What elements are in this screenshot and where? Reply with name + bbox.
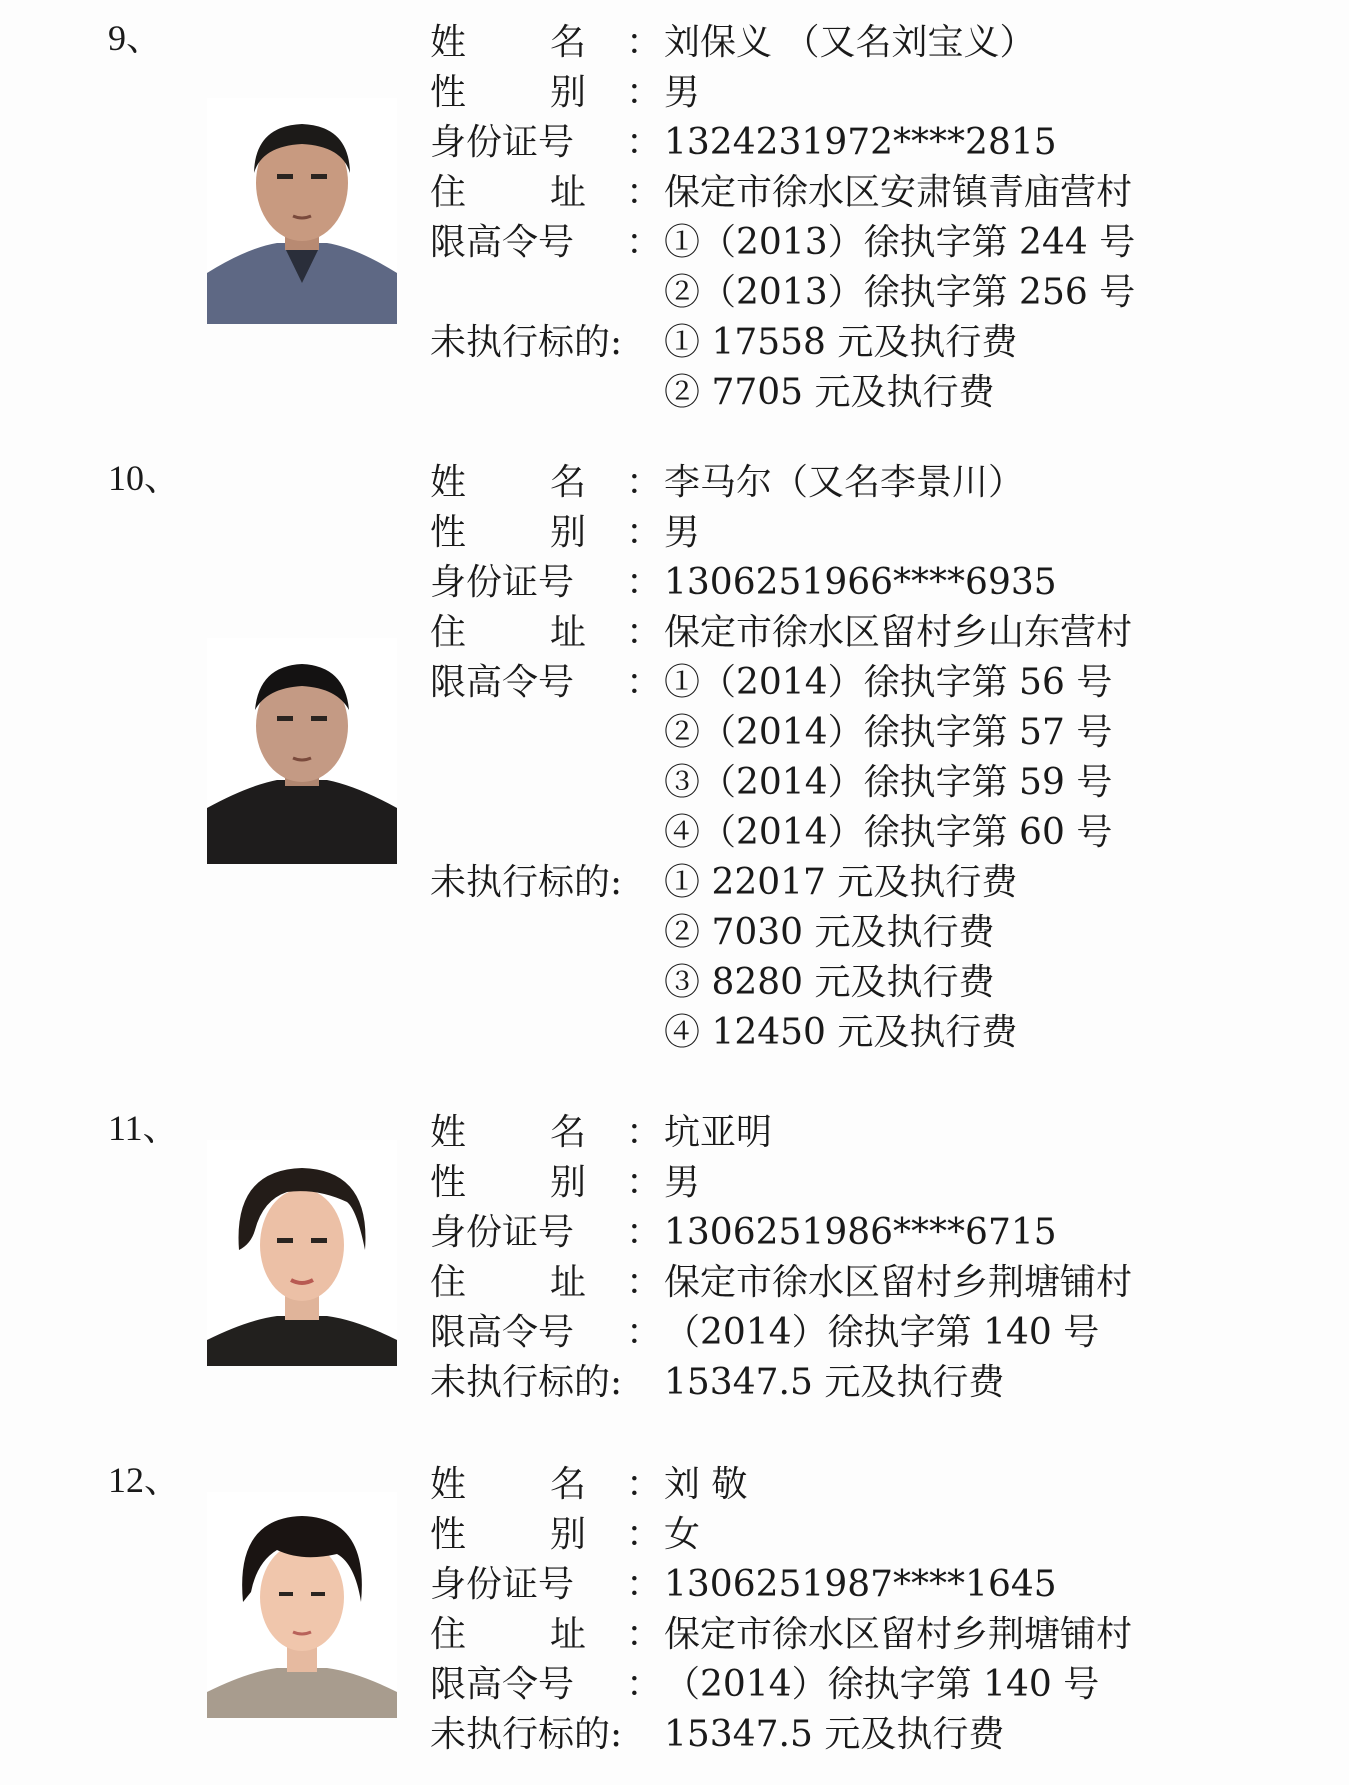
amount-value: ② 7030 元及执行费 [664, 912, 995, 953]
order-value: （2014）徐执字第 140 号 [664, 1312, 1100, 1353]
amount-row [430, 1358, 1330, 1408]
gender-row: 性 别 ： 男 [430, 508, 1330, 558]
order-value: ①（2013）徐执字第 244 号 [664, 222, 1136, 263]
order-value: ②（2014）徐执字第 57 号 [664, 712, 1113, 753]
id-label: 身份证号 [430, 122, 575, 163]
record-number: 10、 [108, 458, 181, 498]
gender-value: 女 [664, 1514, 701, 1555]
record-number: 12、 [108, 1460, 181, 1500]
amount-label: 未执行标的: [430, 1362, 623, 1403]
colon: ： [626, 1112, 663, 1153]
colon: ： [626, 612, 663, 653]
colon: ： [626, 1464, 663, 1505]
id-row [430, 1208, 1330, 1258]
colon: ： [626, 72, 663, 113]
gender-value: 男 [664, 1162, 701, 1203]
id-value: 1306251986****6715 [664, 1212, 1057, 1253]
name-value: 李马尔（又名李景川） [664, 462, 1025, 503]
amount-row [430, 908, 1330, 958]
colon: ： [626, 562, 663, 603]
id-label: 身份证号 [430, 562, 575, 603]
order-label: 限高令号 [430, 1312, 575, 1353]
amount-row [430, 858, 1330, 908]
portrait-photo-image [207, 1492, 397, 1718]
id-value: 1306251987****1645 [664, 1564, 1057, 1605]
order-label: 限高令号 [430, 662, 575, 703]
colon: ： [626, 172, 663, 213]
address-row: 住 址 ： 保定市徐水区留村乡山东营村 [430, 608, 1330, 658]
id-row [430, 1560, 1330, 1610]
id-label: 身份证号 [430, 1212, 575, 1253]
order-row [430, 218, 1330, 268]
address-row: 住 址 ： 保定市徐水区安肃镇青庙营村 [430, 168, 1330, 218]
order-label: 限高令号 [430, 1664, 575, 1705]
amount-row [430, 1710, 1330, 1760]
amount-label: 未执行标的: [430, 862, 623, 903]
order-value: ②（2013）徐执字第 256 号 [664, 272, 1136, 313]
name-value: 刘 敬 [664, 1464, 748, 1505]
gender-value: 男 [664, 72, 701, 113]
colon: ： [626, 1614, 663, 1655]
amount-row [430, 318, 1330, 368]
id-row [430, 118, 1330, 168]
portrait-photo-image [207, 98, 397, 324]
colon: ： [626, 1312, 663, 1353]
order-row [430, 1308, 1330, 1358]
address-value: 保定市徐水区留村乡荆塘铺村 [664, 1262, 1133, 1303]
colon: ： [626, 1514, 663, 1555]
amount-row [430, 1008, 1330, 1058]
record-fields [430, 458, 1330, 1058]
amount-value: ① 17558 元及执行费 [664, 322, 1018, 363]
id-row [430, 558, 1330, 608]
order-row [430, 1660, 1330, 1710]
name-value: 坑亚明 [664, 1112, 773, 1153]
portrait-photo-image [207, 1140, 397, 1366]
record-number: 9、 [108, 18, 163, 58]
order-row [430, 758, 1330, 808]
address-value: 保定市徐水区留村乡荆塘铺村 [664, 1614, 1133, 1655]
order-label: 限高令号 [430, 222, 575, 263]
record-number: 11、 [108, 1108, 179, 1148]
amount-row [430, 958, 1330, 1008]
portrait-photo [207, 638, 397, 864]
address-row: 住 址 ： 保定市徐水区留村乡荆塘铺村 [430, 1258, 1330, 1308]
colon: ： [626, 512, 663, 553]
amount-value: 15347.5 元及执行费 [664, 1714, 1005, 1755]
order-value: ③（2014）徐执字第 59 号 [664, 762, 1113, 803]
amount-row [430, 368, 1330, 418]
gender-row: 性 别 ： 女 [430, 1510, 1330, 1560]
name-row: 姓 名 ： 李马尔（又名李景川） [430, 458, 1330, 508]
colon: ： [626, 1664, 663, 1705]
amount-value: ③ 8280 元及执行费 [664, 962, 995, 1003]
colon: ： [626, 1564, 663, 1605]
colon: ： [626, 1162, 663, 1203]
portrait-photo [207, 1140, 397, 1366]
colon: ： [626, 662, 663, 703]
order-row [430, 268, 1330, 318]
record-fields [430, 1108, 1330, 1408]
colon: ： [626, 122, 663, 163]
amount-value: ② 7705 元及执行费 [664, 372, 995, 413]
order-row [430, 808, 1330, 858]
portrait-photo [207, 1492, 397, 1718]
address-row: 住 址 ： 保定市徐水区留村乡荆塘铺村 [430, 1610, 1330, 1660]
name-row: 姓 名 ： 坑亚明 [430, 1108, 1330, 1158]
order-value: ④（2014）徐执字第 60 号 [664, 812, 1113, 853]
gender-row: 性 别 ： 男 [430, 1158, 1330, 1208]
id-value: 1324231972****2815 [664, 122, 1057, 163]
colon: ： [626, 222, 663, 263]
address-value: 保定市徐水区安肃镇青庙营村 [664, 172, 1133, 213]
name-row: 姓 名 ： 刘 敬 [430, 1460, 1330, 1510]
gender-row: 性 别 ： 男 [430, 68, 1330, 118]
order-value: ①（2014）徐执字第 56 号 [664, 662, 1113, 703]
amount-value: ① 22017 元及执行费 [664, 862, 1018, 903]
colon: ： [626, 1262, 663, 1303]
order-row [430, 708, 1330, 758]
amount-value: 15347.5 元及执行费 [664, 1362, 1005, 1403]
portrait-photo [207, 98, 397, 324]
order-value: （2014）徐执字第 140 号 [664, 1664, 1100, 1705]
name-row: 姓 名 ： 刘保义 （又名刘宝义） [430, 18, 1330, 68]
amount-label: 未执行标的: [430, 1714, 623, 1755]
record-fields [430, 18, 1330, 418]
address-value: 保定市徐水区留村乡山东营村 [664, 612, 1133, 653]
id-label: 身份证号 [430, 1564, 575, 1605]
order-row [430, 658, 1330, 708]
record-fields [430, 1460, 1330, 1760]
colon: ： [626, 462, 663, 503]
amount-label: 未执行标的: [430, 322, 623, 363]
amount-value: ④ 12450 元及执行费 [664, 1012, 1018, 1053]
colon: ： [626, 22, 663, 63]
colon: ： [626, 1212, 663, 1253]
gender-value: 男 [664, 512, 701, 553]
name-value: 刘保义 （又名刘宝义） [664, 22, 1036, 63]
id-value: 1306251966****6935 [664, 562, 1057, 603]
portrait-photo-image [207, 638, 397, 864]
